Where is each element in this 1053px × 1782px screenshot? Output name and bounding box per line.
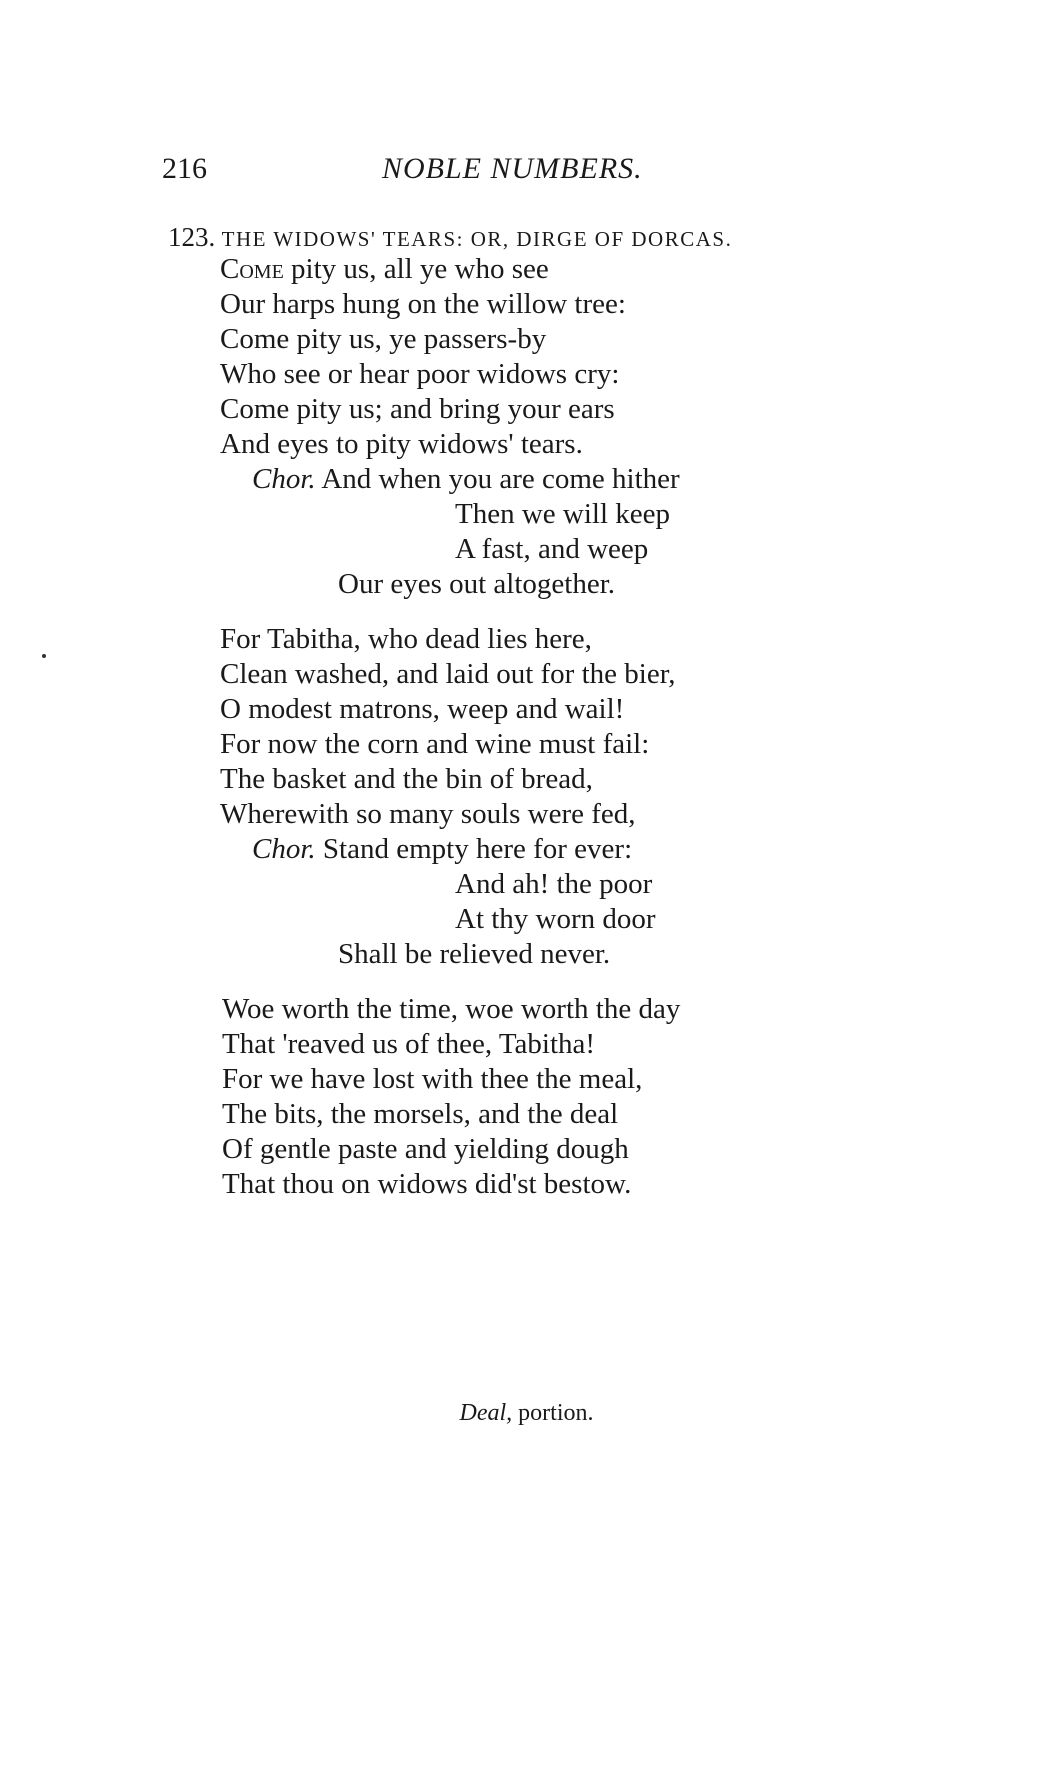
verse-line: At thy worn door [455, 903, 656, 935]
verse-line: Our eyes out altogether. [338, 568, 616, 600]
verse-line: Come pity us; and bring your ears [220, 393, 615, 425]
verse-line: For we have lost with thee the meal, [222, 1063, 643, 1095]
verse-line: Come pity us, ye passers-by [220, 323, 547, 355]
verse-line: And eyes to pity widows' tears. [220, 428, 583, 460]
verse-line: That 'reaved us of thee, Tabitha! [222, 1028, 596, 1060]
verse-line: Then we will keep [455, 498, 671, 530]
footnote-definition: portion. [512, 1400, 594, 1426]
footnote [0, 1400, 1053, 1427]
verse-line: The basket and the bin of bread, [220, 763, 593, 795]
verse-line: Wherewith so many souls were fed, [220, 798, 636, 830]
page-header [162, 152, 922, 192]
verse-line: That thou on widows did'st bestow. [222, 1168, 632, 1200]
verse-line [220, 250, 549, 288]
verse-line: Shall be relieved never. [338, 938, 611, 970]
verse-line: Woe worth the time, woe worth the day [222, 993, 681, 1025]
verse-line: And ah! the poor [455, 868, 653, 900]
chorus-line [252, 830, 632, 868]
verse-line: Of gentle paste and yielding dough [222, 1133, 629, 1165]
verse-line: A fast, and weep [455, 533, 649, 565]
verse-line: The bits, the morsels, and the deal [222, 1098, 619, 1130]
chorus-label: Chor. [252, 463, 316, 495]
page-number: 216 [162, 152, 207, 185]
verse-text: And when you are come hither [315, 463, 680, 495]
verse-text: pity us, all ye who see [283, 253, 549, 285]
verse-line: O modest matrons, weep and wail! [220, 693, 625, 725]
poem-number: 123. [168, 222, 216, 252]
verse-line: Clean washed, and laid out for the bier, [220, 658, 676, 690]
verse-line: For now the corn and wine must fail: [220, 728, 650, 760]
running-head: NOBLE NUMBERS. [382, 152, 643, 185]
poem-title-text: THE WIDOWS' TEARS: OR, DIRGE OF DORCAS. [221, 227, 733, 251]
verse-line: For Tabitha, who dead lies here, [220, 623, 592, 655]
verse-text: Stand empty here for ever: [315, 833, 633, 865]
chorus-label: Chor. [252, 833, 316, 865]
verse-line: Who see or hear poor widows cry: [220, 358, 620, 390]
poem-title [168, 222, 732, 253]
paper-speck [42, 654, 46, 658]
verse-line: Our harps hung on the willow tree: [220, 288, 626, 320]
drop-word: Come [220, 253, 284, 285]
chorus-line [252, 460, 680, 498]
footnote-term: Deal, [459, 1400, 513, 1426]
